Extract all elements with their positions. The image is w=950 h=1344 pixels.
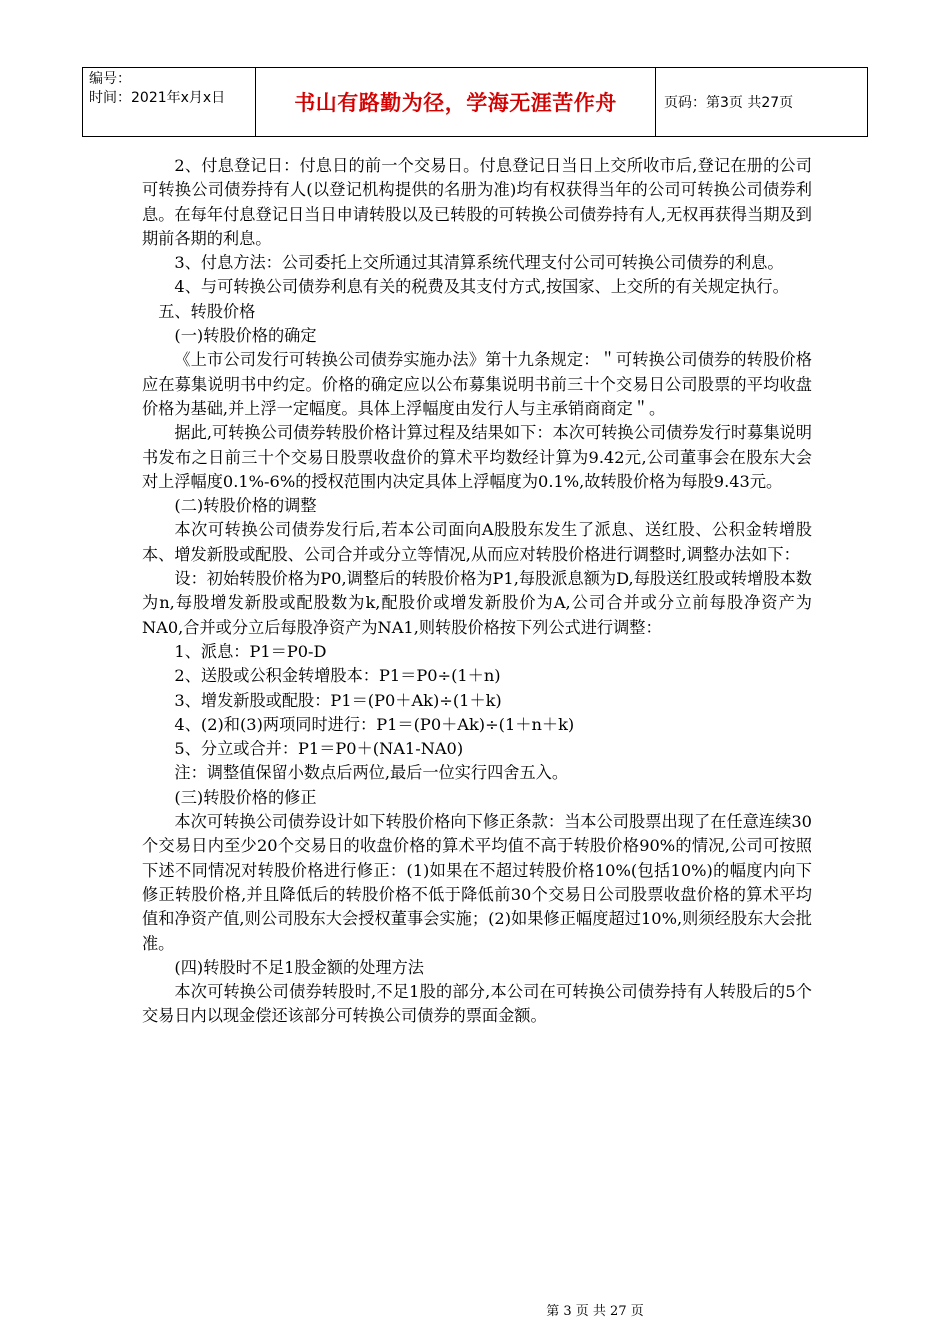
page-header — [82, 67, 868, 137]
page-footer: 第 3 页 共 27 页 — [546, 1304, 644, 1319]
subsection-heading-price-adjustment: (二)转股价格的调整 — [174, 496, 317, 516]
header-meta — [83, 68, 256, 136]
paragraph-payment-record-date: 2、付息登记日：付息日的前一个交易日。付息登记日当日上交所收市后,登记在册的公司可转换公司债券持有人(以登记机构提供的名册为准)均有权获得当年的公司可转换公司债券利息。在每年付息登记日当日申请转股以及已转股的可转换公司债券持有人,无权再获得当期及到期前各期的利息。 — [142, 156, 812, 248]
paragraph-rounding-note: 注：调整值保留小数点后两位,最后一位实行四舍五入。 — [174, 763, 569, 783]
document-date: 时间：2021年x月x日 — [89, 90, 226, 106]
document-number-label: 编号： — [89, 71, 131, 87]
paragraph-payment-method: 3、付息方法：公司委托上交所通过其清算系统代理支付公司可转换公司债券的利息。 — [174, 253, 784, 273]
formula-dividend: 1、派息：P1＝P0-D — [174, 641, 327, 661]
formula-new-shares: 3、增发新股或配股：P1＝(P0＋Ak)÷(1＋k) — [174, 690, 502, 710]
paragraph-revision-terms: 本次可转换公司债券设计如下转股价格向下修正条款：当本公司股票出现了在任意连续30个交易日内至少20个交易日的收盘价格的算术平均值不高于转股价格90%的情况,公司可按照下述不同情况对转股价格进行修正：(1)如果在不超过转股价格10%(包括10%)的幅度内向下修正转股价格,并且降低后的转股价格不低于降低前30个交易日公司股票收盘价格的算术平均值和净资产值,则公司股东大会授权董事会实施；(2)如果修正幅度超过10%,则须经股东大会批准。 — [142, 812, 812, 953]
header-motto: 书山有路勤为径，学海无涯苦作舟 — [256, 68, 656, 136]
formula-split-merge: 5、分立或合并：P1＝P0＋(NA1-NA0) — [174, 739, 464, 759]
formula-bonus-shares: 2、送股或公积金转增股本：P1＝P0÷(1＋n) — [174, 666, 501, 686]
section-heading-conversion-price: 五、转股价格 — [158, 301, 256, 321]
paragraph-price-calculation: 据此,可转换公司债券转股价格计算过程及结果如下：本次可转换公司债券发行时募集说明书发布之日前三十个交易日股票收盘价的算术平均数经计算为9.42元,公司董事会在股东大会对上浮幅度0.1%-6%的授权范围内决定具体上浮幅度为0.1%,故转股价格为每股9.43元。 — [142, 423, 812, 491]
formula-combined: 4、(2)和(3)两项同时进行：P1＝(P0＋Ak)÷(1＋n＋k) — [174, 714, 575, 734]
document-body — [142, 154, 812, 1029]
paragraph-variable-definitions: 设：初始转股价格为P0,调整后的转股价格为P1,每股派息额为D,每股送红股或转增股本数为n,每股增发新股或配股数为k,配股价或增发新股价为A,公司合并或分立前每股净资产为NA0,合并或分立后每股净资产为NA1,则转股价格按下列公式进行调整： — [142, 569, 812, 637]
paragraph-fractional-shares: 本次可转换公司债券转股时,不足1股的部分,本公司在可转换公司债券持有人转股后的5个交易日内以现金偿还该部分可转换公司债券的票面金额。 — [142, 982, 812, 1026]
paragraph-regulation-quote: 《上市公司发行可转换公司债券实施办法》第十九条规定：＂可转换公司债券的转股价格应在募集说明书中约定。价格的确定应以公布募集说明书前三十个交易日公司股票的平均收盘价格为基础,并上浮一定幅度。具体上浮幅度由发行人与主承销商商定＂。 — [142, 350, 812, 418]
paragraph-adjustment-intro: 本次可转换公司债券发行后,若本公司面向A股股东发生了派息、送红股、公积金转增股本、增发新股或配股、公司合并或分立等情况,从而应对转股价格进行调整时,调整办法如下： — [142, 520, 812, 564]
subsection-heading-price-revision: (三)转股价格的修正 — [174, 787, 317, 807]
subsection-heading-price-determination: (一)转股价格的确定 — [174, 326, 317, 346]
subsection-heading-fractional-shares: (四)转股时不足1股金额的处理方法 — [174, 957, 424, 977]
header-page-info: 页码：第3页 共27页 — [664, 95, 794, 111]
paragraph-tax-rules: 4、与可转换公司债券利息有关的税费及其支付方式,按国家、上交所的有关规定执行。 — [174, 277, 789, 297]
